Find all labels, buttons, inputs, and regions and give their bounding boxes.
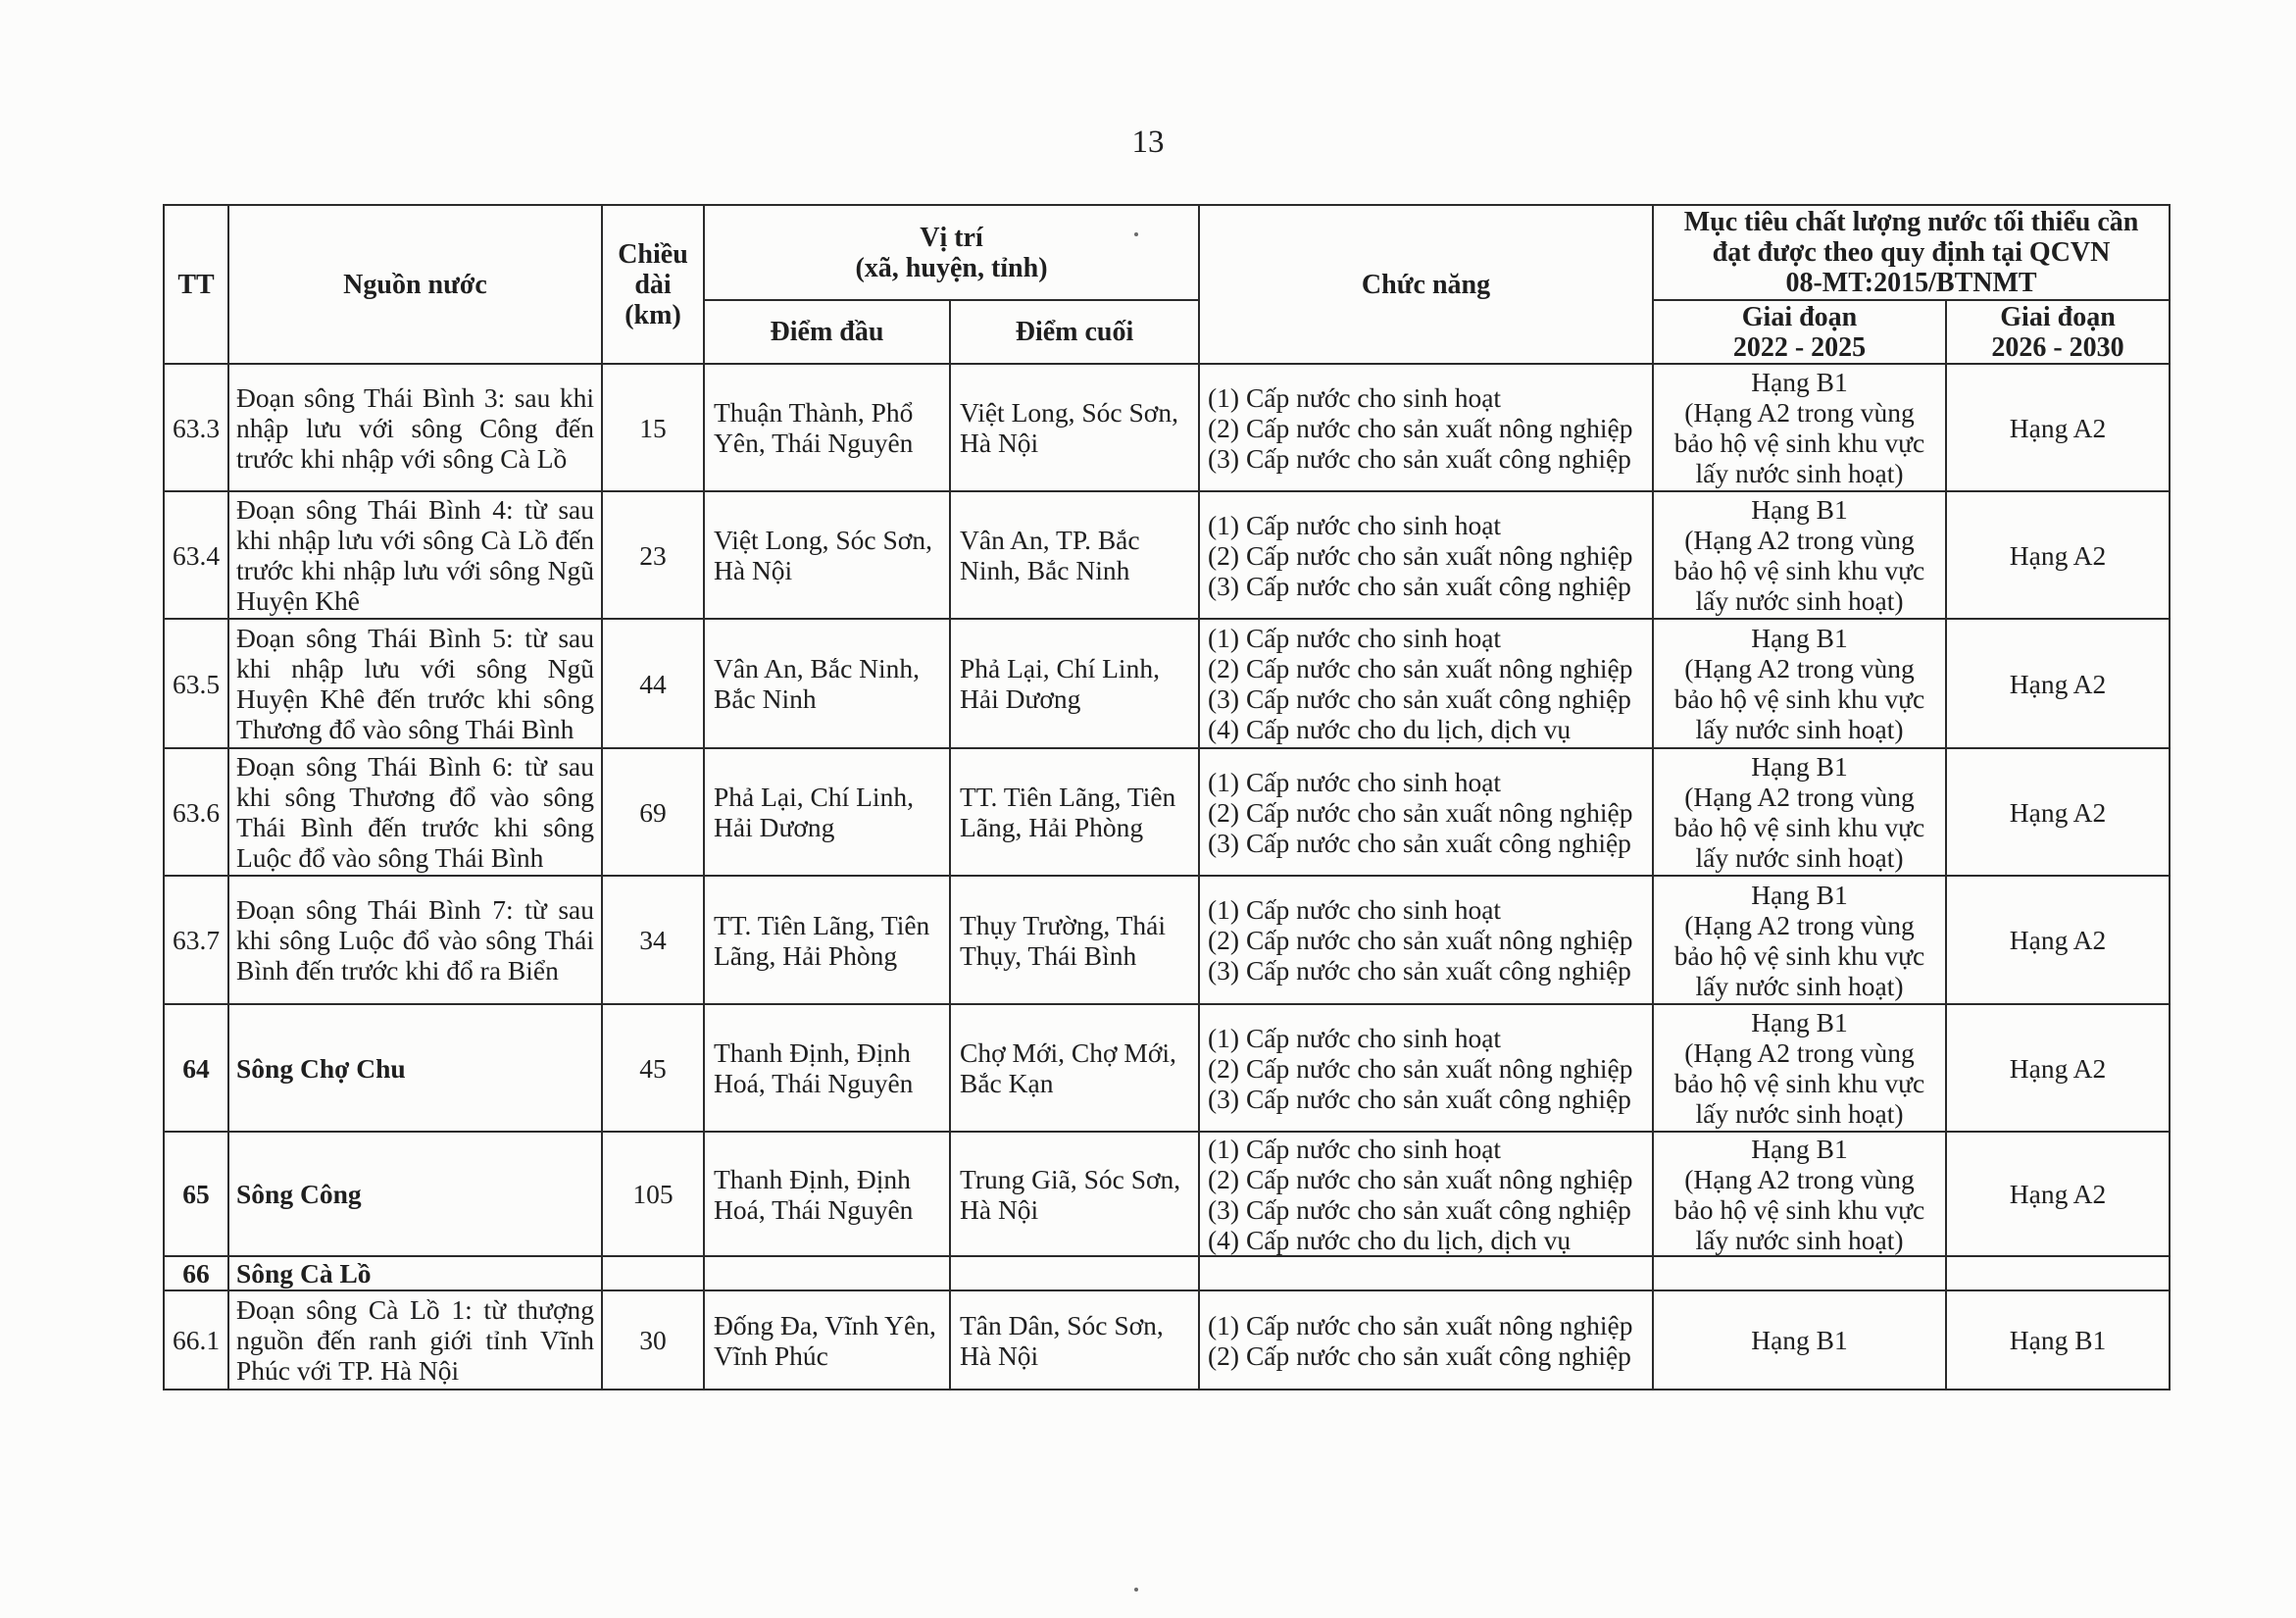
start-point-line: Việt Long, Sóc Sơn, (714, 525, 932, 555)
length-km: 105 (602, 1132, 704, 1256)
target-line: lấy nước sinh hoạt) (1695, 1224, 1904, 1255)
start-point-line: Đống Đa, Vĩnh Yên, (714, 1309, 936, 1340)
water-source (228, 876, 602, 1004)
water-source (228, 619, 602, 748)
start-point-line: Thuận Thành, Phổ (714, 397, 914, 428)
target-2026-2030: Hạng A2 (1946, 491, 2170, 619)
table-row (164, 1132, 2170, 1256)
water-source (228, 364, 602, 491)
target-2022-2025 (1653, 491, 1946, 619)
water-source-line: Thái Bình đến trước khi sông (236, 812, 594, 842)
target-line: bảo hộ vệ sinh khu vực (1673, 939, 1925, 971)
end-point-line: Phả Lại, Chí Linh, (960, 653, 1160, 683)
target-line: lấy nước sinh hoạt) (1695, 585, 1904, 616)
header-length-line: Chiều (618, 238, 688, 270)
water-source: Sông Công (228, 1132, 602, 1256)
target-line: Hạng B1 (1751, 1007, 1848, 1037)
length-km: 30 (602, 1290, 704, 1390)
end-point (950, 748, 1199, 876)
water-source-line: Phúc với TP. Hà Nội (236, 1355, 460, 1386)
page-number: 13 (1131, 125, 1165, 160)
target-line: lấy nước sinh hoạt) (1695, 970, 1904, 1001)
end-point-line: Tân Dân, Sóc Sơn, (960, 1309, 1164, 1340)
water-source-line: Huyện Khê đến trước khi sông (236, 683, 594, 714)
target-line: Hạng B1 (1751, 367, 1848, 397)
start-point-line: Bắc Ninh (714, 683, 817, 714)
end-point (950, 1004, 1199, 1132)
target-line: lấy nước sinh hoạt) (1695, 458, 1904, 488)
header-water-source: Nguồn nước (228, 205, 602, 364)
end-point (950, 491, 1199, 619)
header-start-point: Điểm đầu (704, 300, 950, 364)
water-source-line: Đoạn sông Thái Bình 5: từ sau (236, 623, 594, 653)
water-source-line: Luộc đổ vào sông Thái Bình (236, 842, 544, 873)
function-item: (2) Cấp nước cho sản xuất nông nghiệp (1208, 796, 1633, 828)
table-row (164, 1004, 2170, 1132)
target-2026-2030: Hạng A2 (1946, 1004, 2170, 1132)
length-km: 44 (602, 619, 704, 748)
row-number: 66.1 (164, 1290, 228, 1390)
water-source-line: khi nhập lưu với sông Cà Lồ đến (236, 525, 594, 555)
end-point-line: Thụy Trường, Thái (960, 909, 1167, 940)
function-item: (3) Cấp nước cho sản xuất công nghiệp (1208, 1083, 1631, 1114)
water-source-line: Đoạn sông Thái Bình 3: sau khi (236, 381, 594, 413)
header-quality-target-line: 08-MT:2015/BTNMT (1785, 268, 2037, 298)
empty-cell (602, 1256, 704, 1290)
function-item: (2) Cấp nước cho sản xuất nông nghiệp (1208, 925, 1633, 955)
functions (1199, 876, 1653, 1004)
table-row (164, 364, 2170, 491)
start-point-line: Hải Dương (714, 812, 835, 842)
end-point (950, 619, 1199, 748)
end-point-line: TT. Tiên Lãng, Tiên (960, 782, 1176, 812)
water-source-line: Bình đến trước khi đổ ra Biển (236, 955, 559, 986)
water-source-line: nguồn đến ranh giới tỉnh Vĩnh (236, 1325, 594, 1355)
start-point-line: Hoá, Thái Nguyên (714, 1068, 914, 1098)
start-point-line: Hoá, Thái Nguyên (714, 1193, 914, 1225)
start-point (704, 1132, 950, 1256)
target-line: (Hạng A2 trong vùng (1684, 909, 1915, 940)
table-row (164, 619, 2170, 748)
function-item: (2) Cấp nước cho sản xuất nông nghiệp (1208, 653, 1633, 683)
functions (1199, 364, 1653, 491)
target-2026-2030: Hạng A2 (1946, 748, 2170, 876)
header-row (164, 205, 2170, 300)
start-point (704, 876, 950, 1004)
end-point-line: Chợ Mới, Chợ Mới, (960, 1037, 1176, 1068)
water-source-line: khi sông Thương đổ vào sông (236, 782, 594, 812)
end-point-line: Hải Dương (960, 683, 1081, 714)
target-line: bảo hộ vệ sinh khu vực (1673, 683, 1925, 714)
target-2026-2030: Hạng A2 (1946, 1132, 2170, 1256)
target-2026-2030: Hạng B1 (1946, 1290, 2170, 1390)
header-period-line: Giai đoạn (1741, 301, 1858, 332)
target-line: Hạng B1 (1751, 1133, 1848, 1164)
target-line: (Hạng A2 trong vùng (1684, 653, 1915, 683)
function-item: (3) Cấp nước cho sản xuất công nghiệp (1208, 1193, 1631, 1225)
function-item: (3) Cấp nước cho sản xuất công nghiệp (1208, 955, 1631, 986)
target-line: (Hạng A2 trong vùng (1684, 1163, 1915, 1194)
table-row (164, 1256, 2170, 1290)
function-item: (1) Cấp nước cho sinh hoạt (1208, 766, 1502, 797)
header-function: Chức năng (1199, 205, 1653, 364)
start-point (704, 1004, 950, 1132)
start-point (704, 748, 950, 876)
header-period-line: 2022 - 2025 (1732, 331, 1867, 363)
target-line: (Hạng A2 trong vùng (1684, 525, 1915, 555)
end-point-line: Hà Nội (960, 1340, 1039, 1371)
target-line: bảo hộ vệ sinh khu vực (1673, 428, 1925, 458)
target-line: lấy nước sinh hoạt) (1695, 714, 1904, 744)
function-item: (3) Cấp nước cho sản xuất công nghiệp (1208, 442, 1631, 474)
target-line: (Hạng A2 trong vùng (1684, 1037, 1915, 1068)
row-number: 63.6 (164, 748, 228, 876)
function-item: (2) Cấp nước cho sản xuất nông nghiệp (1208, 412, 1633, 443)
start-point (704, 364, 950, 491)
start-point-line: Vĩnh Phúc (714, 1340, 828, 1371)
header-period-2022-2025 (1653, 300, 1946, 364)
header-period-line: 2026 - 2030 (1991, 331, 2124, 363)
target-2022-2025: Hạng B1 (1653, 1290, 1946, 1390)
header-quality-target-line: Mục tiêu chất lượng nước tối thiểu cần (1683, 207, 2139, 237)
water-source-line: khi nhập lưu với sông Ngũ (236, 653, 594, 683)
water-source-line: Đoạn sông Thái Bình 7: từ sau (236, 894, 594, 925)
start-point-line: Thanh Định, Định (714, 1163, 911, 1194)
header-location-line: (xã, huyện, tỉnh) (855, 252, 1048, 283)
end-point (950, 1132, 1199, 1256)
target-2022-2025 (1653, 1132, 1946, 1256)
target-line: Hạng B1 (1751, 623, 1848, 653)
function-item: (2) Cấp nước cho sản xuất nông nghiệp (1208, 539, 1633, 571)
start-point (704, 1290, 950, 1390)
functions (1199, 1132, 1653, 1256)
functions (1199, 748, 1653, 876)
row-number: 65 (164, 1132, 228, 1256)
end-point (950, 1290, 1199, 1390)
scan-speck (1134, 1588, 1138, 1592)
function-item: (2) Cấp nước cho sản xuất công nghiệp (1208, 1340, 1631, 1371)
end-point (950, 364, 1199, 491)
end-point-line: Bắc Kạn (960, 1068, 1054, 1098)
end-point-line: Hà Nội (960, 428, 1039, 458)
water-source-line: khi sông Luộc đổ vào sông Thái (236, 925, 594, 955)
table-row (164, 748, 2170, 876)
function-item: (1) Cấp nước cho sinh hoạt (1208, 381, 1502, 413)
function-item: (3) Cấp nước cho sản xuất công nghiệp (1208, 570, 1631, 601)
function-item: (3) Cấp nước cho sản xuất công nghiệp (1208, 827, 1631, 858)
water-quality-table (163, 204, 2171, 1390)
function-item: (3) Cấp nước cho sản xuất công nghiệp (1208, 683, 1631, 714)
row-number: 64 (164, 1004, 228, 1132)
header-location (704, 205, 1199, 300)
header-period-line: Giai đoạn (2000, 301, 2116, 332)
start-point (704, 491, 950, 619)
target-2022-2025 (1653, 876, 1946, 1004)
table-row (164, 1290, 2170, 1390)
start-point-line: Hà Nội (714, 555, 793, 585)
target-line: Hạng B1 (1751, 494, 1848, 525)
row-number: 63.4 (164, 491, 228, 619)
length-km: 45 (602, 1004, 704, 1132)
start-point (704, 619, 950, 748)
header-location-line: Vị trí (920, 222, 983, 253)
start-point-line: Thanh Định, Định (714, 1037, 911, 1068)
length-km: 23 (602, 491, 704, 619)
target-line: bảo hộ vệ sinh khu vực (1673, 1068, 1925, 1098)
function-item: (1) Cấp nước cho sinh hoạt (1208, 509, 1502, 540)
header-quality-target-line: đạt được theo quy định tại QCVN (1712, 237, 2111, 268)
row-number: 66 (164, 1256, 228, 1290)
row-number: 63.3 (164, 364, 228, 491)
table-row (164, 491, 2170, 619)
start-point-line: TT. Tiên Lãng, Tiên (714, 909, 930, 940)
function-item: (1) Cấp nước cho sinh hoạt (1208, 1022, 1502, 1053)
target-2022-2025 (1653, 619, 1946, 748)
header-length-line: dài (634, 269, 672, 300)
function-item: (2) Cấp nước cho sản xuất nông nghiệp (1208, 1163, 1633, 1194)
header-tt: TT (164, 205, 228, 364)
function-item: (1) Cấp nước cho sản xuất nông nghiệp (1208, 1309, 1633, 1340)
row-number: 63.7 (164, 876, 228, 1004)
header-length-line: (km) (624, 299, 681, 330)
end-point-line: Ninh, Bắc Ninh (960, 555, 1130, 585)
end-point-line: Thụy, Thái Bình (960, 939, 1137, 971)
functions (1199, 1004, 1653, 1132)
functions (1199, 619, 1653, 748)
target-line: Hạng B1 (1751, 879, 1848, 910)
target-line: (Hạng A2 trong vùng (1684, 782, 1915, 812)
end-point-line: Vân An, TP. Bắc (960, 525, 1140, 555)
water-source (228, 491, 602, 619)
header-length (602, 205, 704, 364)
water-source-line: Đoạn sông Cà Lồ 1: từ thượng (236, 1294, 594, 1325)
target-2026-2030: Hạng A2 (1946, 619, 2170, 748)
target-line: bảo hộ vệ sinh khu vực (1673, 1193, 1925, 1225)
end-point-line: Lãng, Hải Phòng (960, 812, 1144, 842)
header-period-2026-2030 (1946, 300, 2170, 364)
start-point-line: Lãng, Hải Phòng (714, 939, 898, 971)
water-source-line: nhập lưu với sông Công đến (236, 412, 594, 443)
water-source (228, 1290, 602, 1390)
empty-cell (1653, 1256, 1946, 1290)
row-number: 63.5 (164, 619, 228, 748)
end-point-line: Trung Giã, Sóc Sơn, (960, 1163, 1181, 1194)
target-line: bảo hộ vệ sinh khu vực (1673, 555, 1925, 585)
end-point (950, 876, 1199, 1004)
water-source-line: Đoạn sông Thái Bình 4: từ sau (236, 494, 594, 525)
water-source: Sông Chợ Chu (228, 1004, 602, 1132)
target-line: bảo hộ vệ sinh khu vực (1673, 812, 1925, 842)
target-2022-2025 (1653, 364, 1946, 491)
end-point-line: Việt Long, Sóc Sơn, (960, 397, 1178, 428)
water-source: Sông Cà Lồ (228, 1256, 602, 1290)
water-source-line: Thương đổ vào sông Thái Bình (236, 714, 574, 744)
function-item: (4) Cấp nước cho du lịch, dịch vụ (1208, 714, 1572, 744)
empty-cell (1199, 1256, 1653, 1290)
length-km: 69 (602, 748, 704, 876)
empty-cell (704, 1256, 950, 1290)
target-2022-2025 (1653, 1004, 1946, 1132)
target-2026-2030: Hạng A2 (1946, 364, 2170, 491)
function-item: (2) Cấp nước cho sản xuất nông nghiệp (1208, 1052, 1633, 1084)
function-item: (1) Cấp nước cho sinh hoạt (1208, 894, 1502, 925)
start-point-line: Phả Lại, Chí Linh, (714, 782, 914, 812)
header-quality-target (1653, 205, 2170, 300)
end-point-line: Hà Nội (960, 1193, 1039, 1225)
function-item: (1) Cấp nước cho sinh hoạt (1208, 623, 1502, 653)
target-line: lấy nước sinh hoạt) (1695, 842, 1904, 873)
header-end-point: Điểm cuối (950, 300, 1199, 364)
water-source-line: trước khi nhập lưu với sông Ngũ (236, 555, 594, 585)
water-source-line: Huyện Khê (236, 585, 361, 616)
empty-cell (1946, 1256, 2170, 1290)
water-source (228, 748, 602, 876)
function-item: (4) Cấp nước cho du lịch, dịch vụ (1208, 1224, 1572, 1255)
target-2026-2030: Hạng A2 (1946, 876, 2170, 1004)
target-line: Hạng B1 (1751, 751, 1848, 782)
start-point-line: Yên, Thái Nguyên (714, 428, 914, 458)
start-point-line: Vân An, Bắc Ninh, (714, 653, 921, 683)
target-2022-2025 (1653, 748, 1946, 876)
empty-cell (950, 1256, 1199, 1290)
target-line: lấy nước sinh hoạt) (1695, 1098, 1904, 1129)
length-km: 15 (602, 364, 704, 491)
length-km: 34 (602, 876, 704, 1004)
table-row (164, 876, 2170, 1004)
function-item: (1) Cấp nước cho sinh hoạt (1208, 1133, 1502, 1164)
water-source-line: Đoạn sông Thái Bình 6: từ sau (236, 751, 594, 782)
functions (1199, 1290, 1653, 1390)
target-line: (Hạng A2 trong vùng (1684, 397, 1915, 428)
functions (1199, 491, 1653, 619)
water-source-line: trước khi nhập với sông Cà Lồ (236, 442, 568, 474)
